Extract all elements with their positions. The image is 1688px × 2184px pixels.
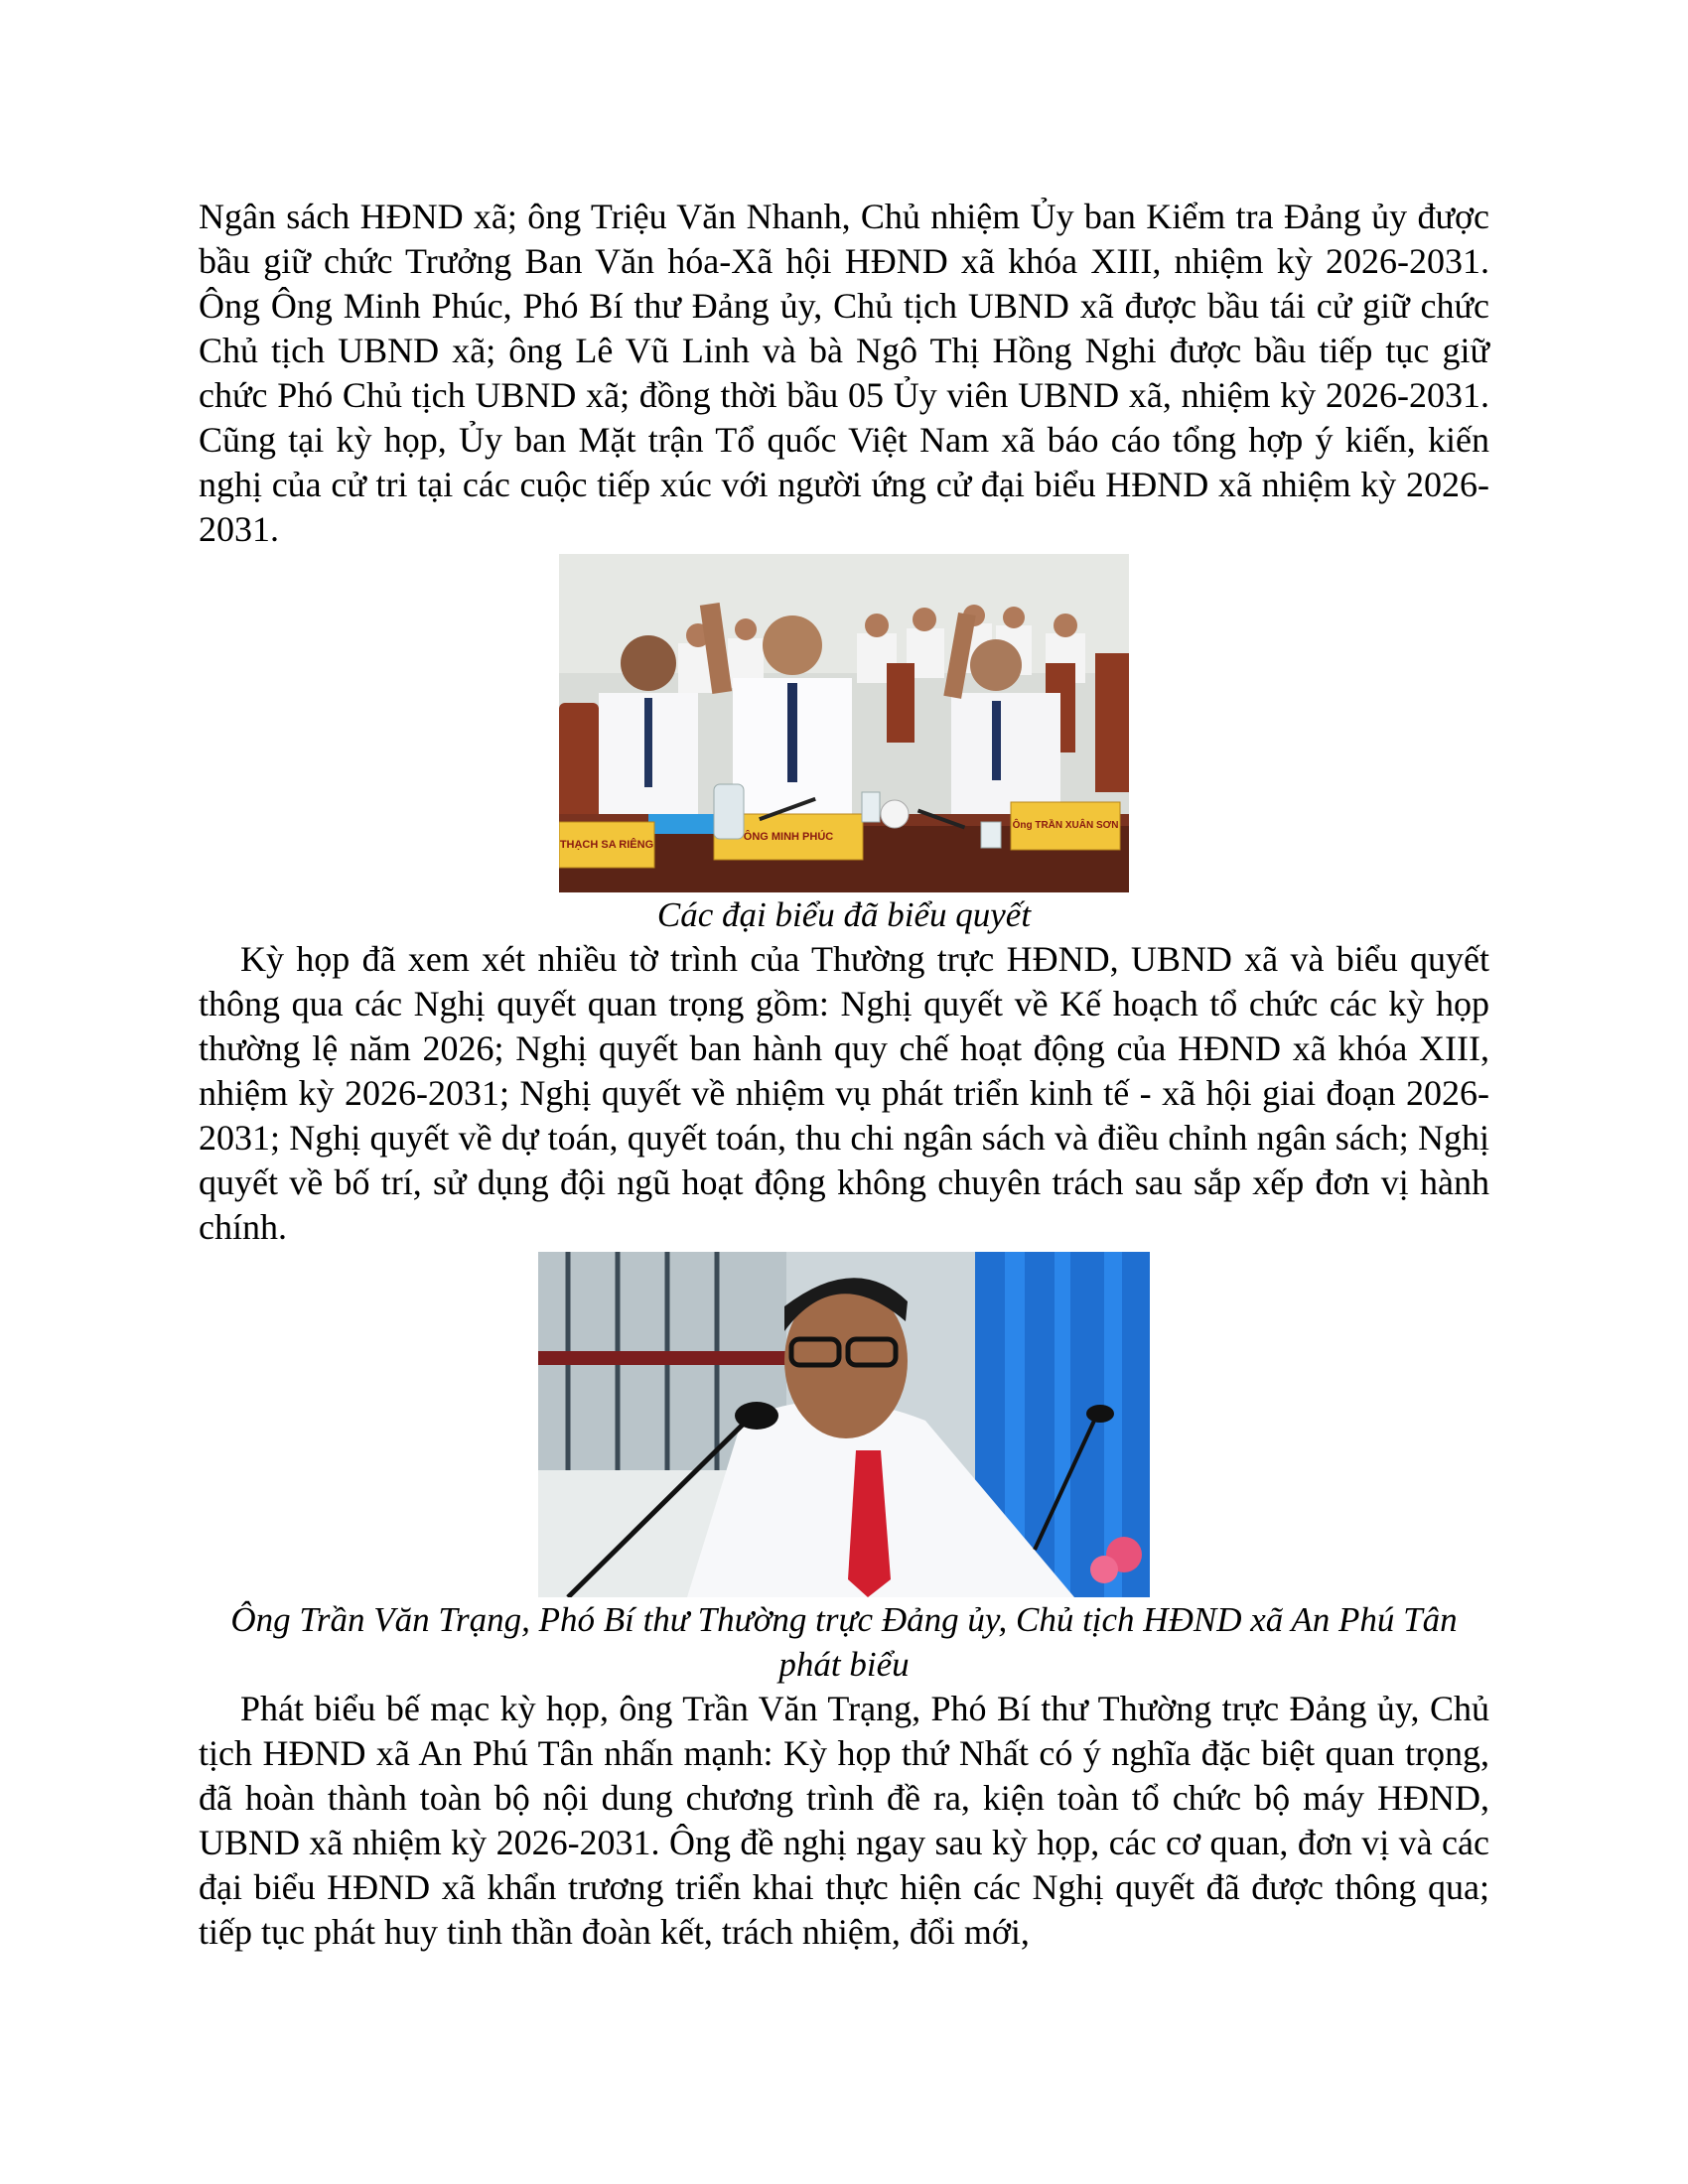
speaker-photo-image xyxy=(538,1252,1150,1597)
paragraph-2: Kỳ họp đã xem xét nhiều tờ trình của Thường trực HĐND, UBND xã và biểu quyết thông qua các Nghị quyết quan trọng gồm: Nghị quyết về Kế hoạch tổ chức các kỳ họp thường lệ năm 2026; Nghị quyết ban hành quy chế hoạt động của HĐND xã khóa XIII, nhiệm kỳ 2026-2031; Nghị quyết về nhiệm vụ phát triển kinh tế - xã hội giai đoạn 2026-2031; Nghị quyết về dự toán, quyết toán, thu chi ngân sách và điều chỉnh ngân sách; Nghị quyết về bố trí, sử dụng đội ngũ hoạt động không chuyên trách sau sắp xếp đơn vị hành chính. xyxy=(199,939,1489,1247)
photo-speaker xyxy=(538,1252,1150,1597)
voting-photo-image xyxy=(559,554,1129,892)
document-page xyxy=(199,195,1489,1955)
paragraph-3: Phát biểu bế mạc kỳ họp, ông Trần Văn Trạng, Phó Bí thư Thường trực Đảng ủy, Chủ tịch HĐND xã An Phú Tân nhấn mạnh: Kỳ họp thứ Nhất có ý nghĩa đặc biệt quan trọng, đã hoàn thành toàn bộ nội dung chương trình đề ra, kiện toàn tổ chức bộ máy HĐND, UBND xã nhiệm kỳ 2026-2031. Ông đề nghị ngay sau kỳ họp, các cơ quan, đơn vị và các đại biểu HĐND xã khẩn trương triển khai thực hiện các Nghị quyết đã được thông qua; tiếp tục phát huy tinh thần đoàn kết, trách nhiệm, đổi mới, xyxy=(199,1689,1489,1952)
caption-speaker: Ông Trần Văn Trạng, Phó Bí thư Thường trực Đảng ủy, Chủ tịch HĐND xã An Phú Tân phát biểu xyxy=(230,1600,1458,1684)
nameplate-3: Ông TRẦN XUÂN SƠN xyxy=(1012,820,1119,831)
nameplate-1: THẠCH SA RIÊNG xyxy=(559,839,654,851)
paragraph-1: Ngân sách HĐND xã; ông Triệu Văn Nhanh, Chủ nhiệm Ủy ban Kiểm tra Đảng ủy được bầu giữ chức Trưởng Ban Văn hóa-Xã hội HĐND xã khóa XIII, nhiệm kỳ 2026-2031. Ông Ông Minh Phúc, Phó Bí thư Đảng ủy, Chủ tịch UBND xã được bầu tái cử giữ chức Chủ tịch UBND xã; ông Lê Vũ Linh và bà Ngô Thị Hồng Nghi được bầu tiếp tục giữ chức Phó Chủ tịch UBND xã; đồng thời bầu 05 Ủy viên UBND xã, nhiệm kỳ 2026-2031. Cũng tại kỳ họp, Ủy ban Mặt trận Tổ quốc Việt Nam xã báo cáo tổng hợp ý kiến, kiến nghị của cử tri tại các cuộc tiếp xúc với người ứng cử đại biểu HĐND xã nhiệm kỳ 2026-2031. xyxy=(199,197,1489,549)
photo-delegates-voting xyxy=(559,554,1129,892)
nameplate-2: ÔNG MINH PHÚC xyxy=(743,831,834,843)
caption-voting: Các đại biểu đã biểu quyết xyxy=(656,895,1032,934)
